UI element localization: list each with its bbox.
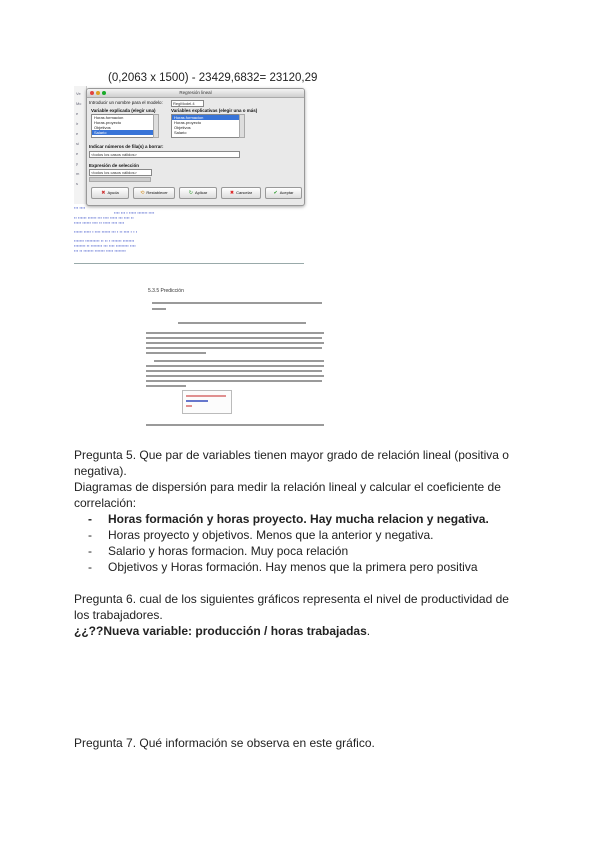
doc-text-line xyxy=(146,365,324,367)
doc-text-line xyxy=(146,385,186,387)
subset-expression-label: Expresión de selección xyxy=(89,163,140,168)
subset-expression-input[interactable]: <todos los casos válidos> xyxy=(89,169,152,176)
help-button-label: Ayuda xyxy=(107,190,119,195)
list-item-text: Horas formación y horas proyecto. Hay mucha relacion y negativa. xyxy=(108,512,489,526)
doc-text-line xyxy=(146,332,324,334)
doc-text-line xyxy=(146,352,206,354)
doc-text-line xyxy=(154,360,324,362)
doc-text-line xyxy=(146,380,322,382)
list-item xyxy=(88,543,348,559)
reset-icon: ⟲ xyxy=(140,190,145,196)
doc-code-line xyxy=(186,400,208,402)
explanatory-list-scrollbar[interactable] xyxy=(239,114,245,138)
help-button[interactable] xyxy=(91,187,129,199)
list-item-text: Salario y horas formacion. Muy poca relación xyxy=(108,544,349,558)
r-output-line: ▪▪▪▪ ▪▪▪ ▪ ▪▪▪▪▪ ▪▪▪▪▪▪▪ ▪▪▪▪ xyxy=(114,211,155,215)
bullet-marker: - xyxy=(88,544,92,558)
explanatory-variables-label: Variables explicativas (elegir una o más) xyxy=(171,108,258,113)
listbox-item[interactable]: Horas.formacion xyxy=(172,115,240,120)
listbox-item[interactable]: Horas.proyecto xyxy=(94,120,122,125)
model-name-label: Introducir un nombre para el modelo: xyxy=(89,100,163,105)
response-variable-list[interactable] xyxy=(91,114,155,138)
list-item xyxy=(88,511,489,527)
model-name-input[interactable]: RegModel.4 xyxy=(171,100,204,107)
doc-code-line xyxy=(186,395,226,397)
cancel-icon: ✖ xyxy=(229,190,235,196)
cancel-button-label: Cancelar xyxy=(236,190,253,195)
apply-icon: ↻ xyxy=(188,190,193,196)
pregunta6-question: Pregunta 6. cual de los siguientes gráficos representa el nivel de productividad de los trabajadores. xyxy=(74,592,509,622)
cancel-button[interactable] xyxy=(221,187,261,199)
pregunta6-answer-end: . xyxy=(366,624,371,638)
list-item xyxy=(88,559,478,575)
r-output-line: ▪▪▪ ▪▪ ▪▪▪▪▪▪▪ ▪▪▪▪▪▪▪ ▪▪▪▪▪ ▪▪▪▪▪▪▪▪ xyxy=(74,249,126,253)
doc-text-line xyxy=(146,342,324,344)
pregunta5-intro: Diagramas de dispersión para medir la relación lineal y calcular el coeficiente de correlación: xyxy=(74,480,501,510)
listbox-item[interactable]: Objetivos xyxy=(174,125,191,130)
doc-text-line xyxy=(146,337,322,339)
regression-dialog xyxy=(86,88,305,206)
r-output-line: ▪▪▪▪▪▪▪ ▪▪▪▪▪▪▪▪▪▪ ▪▪ ▪▪ ▪ ▪▪▪▪▪▪▪ ▪▪▪▪▪▪▪▪ xyxy=(74,239,135,243)
r-output-line: ▪▪▪ ▪▪▪▪ xyxy=(74,206,86,210)
r-output-line: ▪▪▪▪▪▪ ▪▪▪▪▪ ▪ ▪▪▪▪ ▪▪▪▪▪▪ ▪▪▪ ▪ ▪▪ ▪▪▪▪ ▪ ▪ ▪ xyxy=(74,230,138,234)
listbox-item[interactable]: Horas.proyecto xyxy=(174,120,202,125)
accept-button[interactable] xyxy=(265,187,302,199)
help-icon: ✖ xyxy=(101,190,106,196)
reset-button[interactable] xyxy=(133,187,175,199)
doc-text-line xyxy=(152,302,322,304)
pregunta6-answer xyxy=(74,623,370,639)
list-item-text: Objetivos y Horas formación. Hay menos que la primera pero positiva xyxy=(108,560,478,574)
doc-code-line xyxy=(186,405,192,407)
formula-text: (0,2063 x 1500) - 23429,6832= 23120,29 xyxy=(108,72,318,84)
bullet-marker: - xyxy=(88,512,92,526)
pregunta6-answer-bold: ¿¿??Nueva variable: producción / horas trabajadas xyxy=(74,624,367,638)
screenshot-bottom-border xyxy=(74,263,304,264)
doc-text-line xyxy=(146,375,324,377)
listbox-item[interactable]: Objetivos xyxy=(94,125,111,130)
bullet-marker: - xyxy=(88,560,92,574)
listbox-item[interactable]: Salario xyxy=(92,130,154,135)
doc-text-line xyxy=(146,370,322,372)
pregunta7-question: Pregunta 7. Qué información se observa en este gráfico. xyxy=(74,736,375,750)
accept-button-label: Aceptar xyxy=(279,190,294,195)
explanatory-variables-list[interactable] xyxy=(171,114,241,138)
listbox-item[interactable]: Salario xyxy=(174,130,187,135)
list-item-text: Horas proyecto y objetivos. Menos que la anterior y negativa. xyxy=(108,528,434,542)
dialog-button-row xyxy=(91,187,300,199)
doc-text-line xyxy=(146,424,324,426)
accept-icon: ✔ xyxy=(273,190,278,196)
screenshot-prediction-document xyxy=(146,282,324,428)
r-output-line: ▪▪▪▪▪ ▪▪▪▪▪▪ ▪▪▪▪ ▪▪ ▪▪▪▪▪ ▪▪▪▪ ▪▪▪▪ xyxy=(74,221,125,225)
dialog-title: Regresión lineal xyxy=(179,90,212,95)
listbox-item[interactable]: Horas.formacion xyxy=(94,115,124,120)
dialog-titlebar xyxy=(87,89,304,98)
reset-button-label: Restablecer xyxy=(146,190,168,195)
list-item xyxy=(88,527,434,543)
doc-text-line xyxy=(146,347,322,349)
response-variable-label: Variable explicada (elegir una) xyxy=(91,108,156,113)
doc-text-line xyxy=(178,322,306,324)
doc-code-box xyxy=(182,390,232,414)
doc-snippet-heading: 5.3.5 Predicción xyxy=(148,288,184,294)
r-output-area xyxy=(74,206,304,262)
r-output-line: ▪▪▪▪▪▪▪▪ ▪▪ ▪▪▪▪▪▪▪▪ ▪▪▪ ▪▪▪▪ ▪▪▪▪▪▪▪▪▪ ▪▪▪▪ xyxy=(74,244,136,248)
r-output-line: ▪▪ ▪▪▪▪▪▪ ▪▪▪▪▪▪ ▪▪▪ ▪▪▪▪ ▪▪▪▪▪ ▪▪▪ ▪▪▪▪ ▪▪ xyxy=(74,216,134,220)
pregunta5-question: Pregunta 5. Que par de variables tienen mayor grado de relación lineal (positiva o negativa). xyxy=(74,448,509,478)
subset-scrollbar[interactable] xyxy=(89,177,151,182)
bullet-marker: - xyxy=(88,528,92,542)
rows-to-remove-input[interactable]: <todos los casos válidos> xyxy=(89,151,240,158)
rcmdr-side-strip: Ve Mc e ir e si e y m s xyxy=(74,86,87,204)
response-list-scrollbar[interactable] xyxy=(153,114,159,138)
doc-text-line xyxy=(152,308,166,310)
rows-to-remove-label: Indicar números de fila(s) a borrar: xyxy=(89,144,164,149)
apply-button-label: Aplicar xyxy=(194,190,208,195)
apply-button[interactable] xyxy=(179,187,217,199)
